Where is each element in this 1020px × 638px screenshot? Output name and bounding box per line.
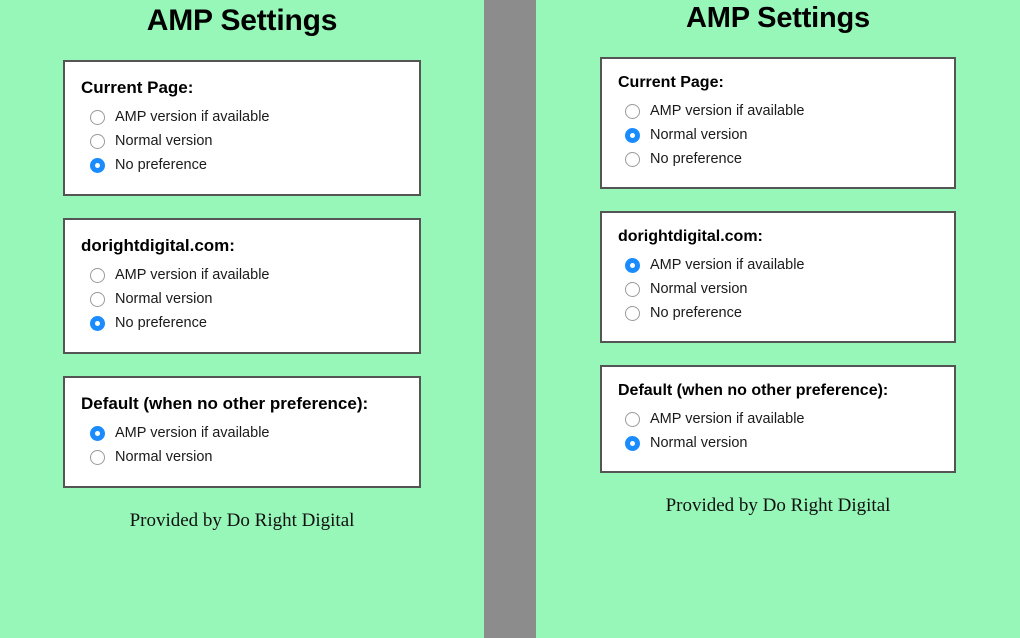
radio-label: AMP version if available bbox=[115, 267, 270, 283]
settings-panel-left bbox=[0, 0, 484, 638]
radio-option-no-preference[interactable] bbox=[618, 150, 938, 169]
radio-button[interactable] bbox=[90, 268, 105, 283]
radio-button[interactable] bbox=[90, 316, 105, 331]
footer-credit: Provided by Do Right Digital bbox=[129, 510, 355, 531]
radio-label: No preference bbox=[115, 157, 207, 173]
radio-option-no-preference[interactable] bbox=[618, 304, 938, 323]
radio-label: AMP version if available bbox=[650, 257, 805, 273]
radio-label: No preference bbox=[650, 305, 742, 321]
panel-divider bbox=[484, 0, 536, 638]
radio-button[interactable] bbox=[90, 450, 105, 465]
radio-label: Normal version bbox=[115, 291, 213, 307]
card-title: dorightdigital.com: bbox=[618, 228, 763, 245]
radio-option-normal-version[interactable] bbox=[618, 280, 938, 299]
radio-option-no-preference[interactable] bbox=[81, 156, 403, 175]
radio-option-amp-version[interactable] bbox=[81, 424, 403, 443]
radio-option-normal-version[interactable] bbox=[618, 434, 938, 453]
card-title: Default (when no other preference): bbox=[618, 382, 889, 399]
radio-label: Normal version bbox=[115, 133, 213, 149]
radio-option-amp-version[interactable] bbox=[81, 108, 403, 127]
radio-button[interactable] bbox=[625, 104, 640, 119]
settings-panel-right bbox=[536, 0, 1020, 638]
settings-card-default bbox=[600, 365, 956, 473]
radio-button[interactable] bbox=[625, 282, 640, 297]
radio-label: No preference bbox=[115, 315, 207, 331]
radio-button[interactable] bbox=[90, 426, 105, 441]
card-title: Default (when no other preference): bbox=[81, 394, 369, 413]
radio-button[interactable] bbox=[90, 110, 105, 125]
settings-card-default bbox=[63, 376, 421, 488]
page-title: AMP Settings bbox=[146, 4, 338, 37]
radio-option-normal-version[interactable] bbox=[81, 290, 403, 309]
radio-option-normal-version[interactable] bbox=[81, 132, 403, 151]
radio-option-normal-version[interactable] bbox=[81, 448, 403, 467]
radio-label: Normal version bbox=[650, 435, 748, 451]
radio-button[interactable] bbox=[625, 412, 640, 427]
radio-label: AMP version if available bbox=[115, 109, 270, 125]
radio-label: Normal version bbox=[650, 127, 748, 143]
settings-card-site bbox=[63, 218, 421, 354]
radio-label: AMP version if available bbox=[650, 103, 805, 119]
card-title: Current Page: bbox=[618, 74, 724, 91]
radio-button[interactable] bbox=[625, 258, 640, 273]
card-title: dorightdigital.com: bbox=[81, 236, 235, 255]
radio-label: Normal version bbox=[650, 281, 748, 297]
radio-option-normal-version[interactable] bbox=[618, 126, 938, 145]
radio-button[interactable] bbox=[625, 306, 640, 321]
radio-option-amp-version[interactable] bbox=[81, 266, 403, 285]
radio-option-amp-version[interactable] bbox=[618, 102, 938, 121]
footer-credit: Provided by Do Right Digital bbox=[665, 495, 891, 516]
settings-card-current-page bbox=[600, 57, 956, 189]
settings-card-current-page bbox=[63, 60, 421, 196]
radio-button[interactable] bbox=[90, 292, 105, 307]
radio-label: No preference bbox=[650, 151, 742, 167]
card-title: Current Page: bbox=[81, 78, 194, 97]
radio-option-amp-version[interactable] bbox=[618, 256, 938, 275]
radio-label: AMP version if available bbox=[650, 411, 805, 427]
radio-button[interactable] bbox=[90, 158, 105, 173]
radio-label: AMP version if available bbox=[115, 425, 270, 441]
radio-label: Normal version bbox=[115, 449, 213, 465]
radio-option-amp-version[interactable] bbox=[618, 410, 938, 429]
radio-button[interactable] bbox=[625, 128, 640, 143]
radio-option-no-preference[interactable] bbox=[81, 314, 403, 333]
radio-button[interactable] bbox=[90, 134, 105, 149]
radio-button[interactable] bbox=[625, 436, 640, 451]
radio-button[interactable] bbox=[625, 152, 640, 167]
page-title: AMP Settings bbox=[686, 2, 870, 34]
settings-card-site bbox=[600, 211, 956, 343]
